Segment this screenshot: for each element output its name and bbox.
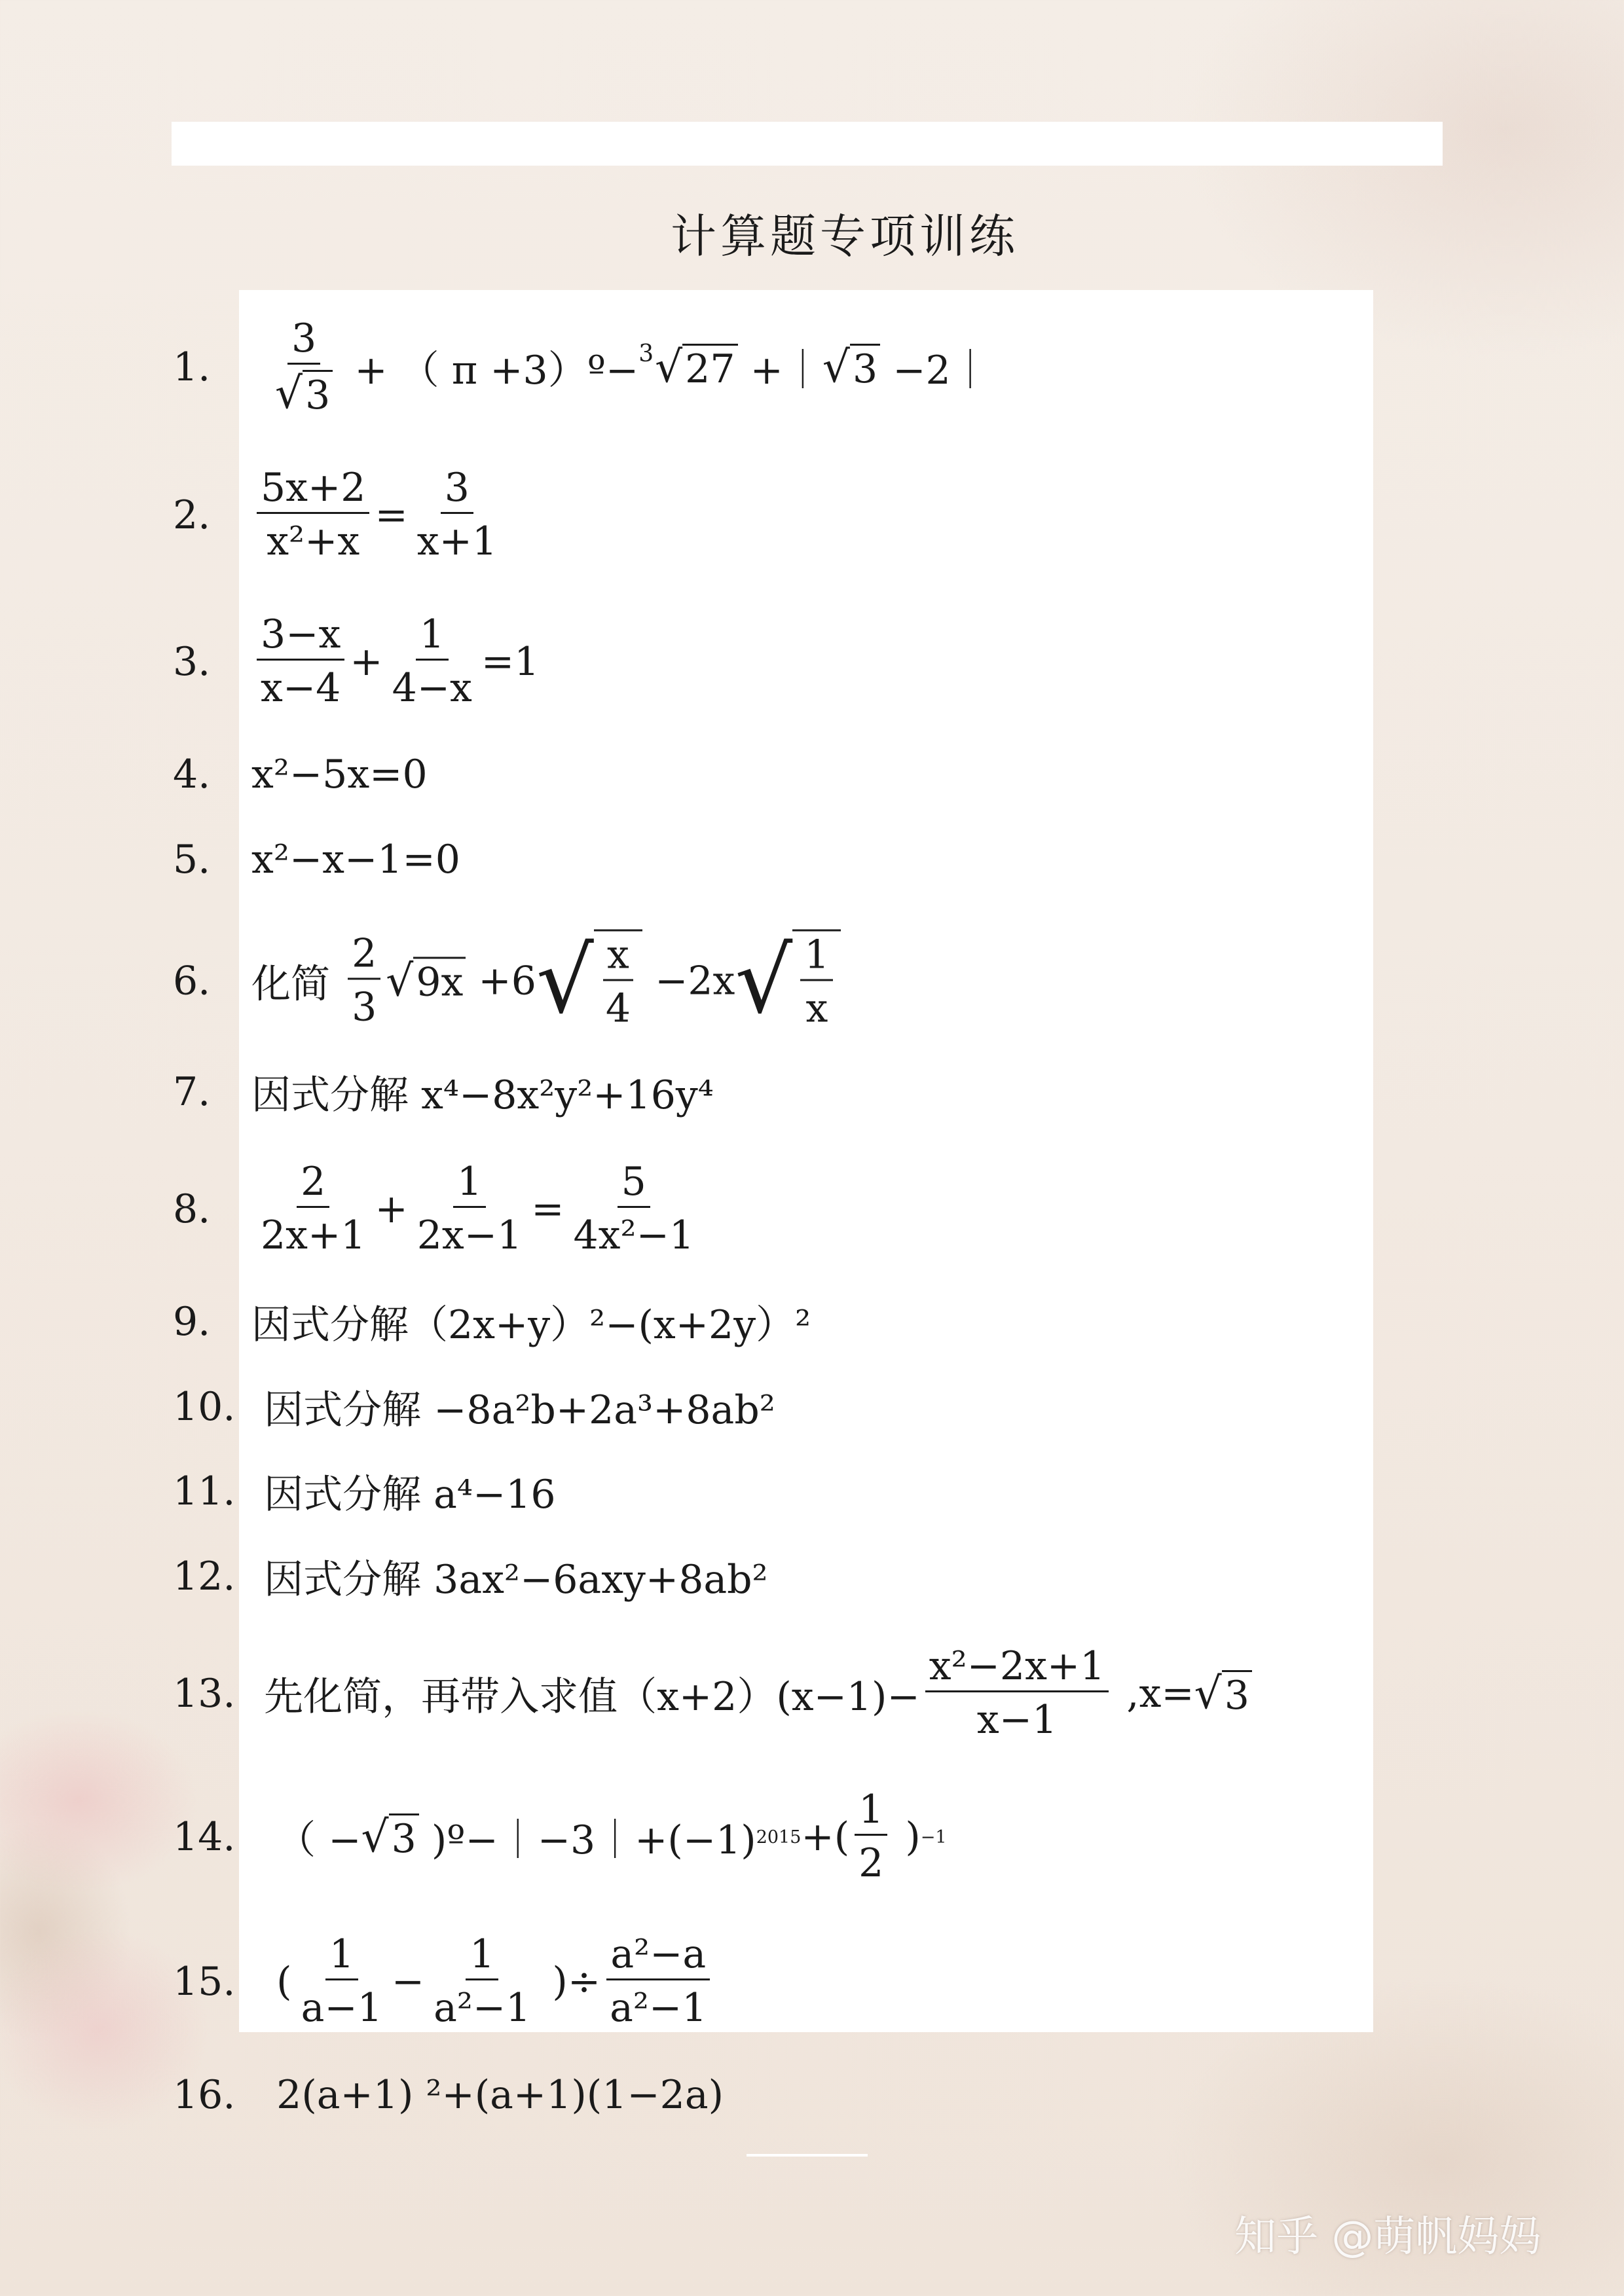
problem-number: 2. bbox=[173, 492, 211, 538]
problem-9 bbox=[173, 1294, 811, 1350]
square-root bbox=[386, 956, 466, 1006]
problem-number: 16. bbox=[173, 2072, 236, 2118]
radical-sign: √ bbox=[361, 1812, 389, 1863]
exponent: −1 bbox=[920, 1827, 947, 1848]
radical-sign: √ bbox=[1194, 1668, 1222, 1719]
problem-14 bbox=[173, 1787, 947, 1887]
equals: = bbox=[375, 492, 408, 538]
expression-text: x²−x−1=0 bbox=[251, 837, 460, 883]
radicand: 3 bbox=[850, 344, 880, 392]
square-root bbox=[275, 369, 333, 418]
denominator: x²+x bbox=[267, 519, 360, 564]
divider bbox=[747, 2154, 868, 2157]
fraction bbox=[388, 612, 476, 712]
minus: − bbox=[391, 1959, 425, 2005]
fraction bbox=[257, 612, 344, 712]
radical-sign: √ bbox=[735, 928, 793, 1034]
expression-text: +｜ bbox=[737, 348, 822, 393]
problem-number: 9. bbox=[173, 1299, 211, 1345]
denominator: 2 bbox=[858, 1840, 884, 1886]
fraction bbox=[602, 933, 635, 1032]
denominator: a²−1 bbox=[610, 1985, 707, 2031]
watermark: 知乎 @萌帆妈妈 bbox=[1234, 2213, 1541, 2261]
problem-number: 5. bbox=[173, 837, 211, 883]
fraction bbox=[800, 933, 833, 1032]
top-white-bar bbox=[172, 122, 1443, 166]
denominator: 2x−1 bbox=[416, 1212, 523, 1258]
expression-text: +( bbox=[801, 1814, 850, 1860]
root-index: 3 bbox=[638, 340, 654, 368]
radicand: 3 bbox=[303, 370, 333, 418]
problem-7 bbox=[173, 1064, 714, 1120]
page-title: 计算题专项训练 bbox=[671, 210, 1019, 263]
expression-text: 因式分解 3ax²−6axy+8ab² bbox=[251, 1557, 768, 1603]
problem-4 bbox=[173, 752, 428, 797]
square-root bbox=[361, 1812, 419, 1862]
expression-text: （ − bbox=[251, 1817, 361, 1863]
radicand: 3 bbox=[1222, 1670, 1252, 1719]
problem-number: 1. bbox=[173, 344, 211, 390]
numerator: 1 bbox=[800, 933, 833, 981]
equals: =1 bbox=[481, 639, 540, 685]
equals: = bbox=[531, 1186, 564, 1232]
denominator: a−1 bbox=[301, 1985, 382, 2031]
problem-13 bbox=[173, 1644, 1252, 1743]
expression-text: ,x= bbox=[1114, 1671, 1194, 1717]
numerator: x bbox=[603, 933, 633, 981]
denominator: x−4 bbox=[261, 665, 341, 711]
expression-text: )÷ bbox=[540, 1959, 601, 2005]
fraction bbox=[271, 316, 337, 418]
fraction bbox=[257, 465, 369, 565]
fraction bbox=[606, 1932, 710, 2032]
problem-16 bbox=[173, 2072, 724, 2118]
problem-number: 15. bbox=[173, 1959, 236, 2005]
expression-text: ( bbox=[251, 1959, 292, 2005]
numerator: 1 bbox=[416, 612, 449, 661]
problem-5 bbox=[173, 837, 460, 883]
problem-1 bbox=[173, 316, 990, 418]
numerator: x²−2x+1 bbox=[925, 1644, 1109, 1692]
expression-text: 先化简，再带入求值（x+2）(x−1)− bbox=[251, 1674, 920, 1720]
square-root bbox=[1194, 1669, 1252, 1719]
problem-number: 7. bbox=[173, 1069, 211, 1115]
problem-number: 10. bbox=[173, 1384, 236, 1430]
numerator: 1 bbox=[325, 1932, 358, 1980]
radical-sign: √ bbox=[275, 368, 303, 418]
problem-number: 6. bbox=[173, 958, 211, 1004]
radicand: 27 bbox=[682, 344, 737, 392]
fraction bbox=[413, 465, 501, 565]
fraction bbox=[925, 1644, 1109, 1743]
radicand: 9x bbox=[413, 957, 466, 1006]
problem-6 bbox=[173, 930, 841, 1032]
problem-12 bbox=[173, 1548, 768, 1605]
denominator: 2x+1 bbox=[261, 1212, 366, 1258]
fraction bbox=[430, 1932, 534, 2032]
numerator: 2 bbox=[348, 931, 380, 979]
denominator: 3 bbox=[352, 984, 377, 1030]
numerator: 2 bbox=[297, 1159, 329, 1208]
expression-text: ) bbox=[893, 1814, 921, 1860]
problem-2 bbox=[173, 465, 506, 565]
radical-sign: √ bbox=[536, 928, 594, 1034]
fraction bbox=[348, 931, 380, 1030]
problem-8 bbox=[173, 1159, 703, 1259]
expression-text: + （ π +3）º− bbox=[342, 348, 639, 393]
denominator: 4−x bbox=[392, 665, 472, 711]
square-root bbox=[536, 930, 642, 1032]
problem-number: 4. bbox=[173, 752, 211, 797]
denominator: x−1 bbox=[976, 1697, 1058, 1743]
expression-text: 因式分解 −8a²b+2a³+8ab² bbox=[251, 1387, 775, 1433]
problem-number: 11. bbox=[173, 1468, 236, 1514]
problem-number: 12. bbox=[173, 1554, 236, 1599]
numerator: 1 bbox=[453, 1159, 486, 1208]
numerator: 5x+2 bbox=[257, 465, 369, 514]
square-root bbox=[822, 342, 880, 392]
denominator: x bbox=[805, 985, 828, 1032]
numerator: 1 bbox=[855, 1787, 887, 1836]
expression-text: −2｜ bbox=[880, 348, 990, 393]
numerator: 3 bbox=[287, 316, 320, 365]
problem-11 bbox=[173, 1463, 556, 1520]
expression-text: +6 bbox=[466, 958, 536, 1004]
plus: + bbox=[375, 1186, 408, 1232]
radical-sign: √ bbox=[822, 342, 850, 393]
expression-text: −2x bbox=[642, 958, 735, 1004]
expression-text: x²−5x=0 bbox=[251, 752, 428, 797]
fraction bbox=[297, 1932, 386, 2032]
problem-15 bbox=[173, 1932, 716, 2032]
problem-3 bbox=[173, 612, 539, 712]
numerator: 3−x bbox=[257, 612, 344, 661]
expression-text: 因式分解 a⁴−16 bbox=[251, 1472, 556, 1518]
expression-text: )º−｜−3｜+(−1) bbox=[418, 1817, 756, 1863]
expression-text: 因式分解（2x+y）²−(x+2y）² bbox=[251, 1302, 811, 1348]
numerator: 5 bbox=[618, 1159, 650, 1208]
expression-text: 因式分解 x⁴−8x²y²+16y⁴ bbox=[251, 1072, 714, 1118]
problem-10 bbox=[173, 1379, 775, 1435]
numerator: 3 bbox=[441, 465, 473, 514]
problem-number: 13. bbox=[173, 1671, 236, 1717]
cube-root bbox=[638, 342, 737, 392]
problem-number: 14. bbox=[173, 1814, 236, 1860]
fraction bbox=[570, 1159, 699, 1259]
radical-sign: √ bbox=[655, 342, 683, 393]
fraction bbox=[257, 1159, 369, 1259]
problem-number: 3. bbox=[173, 639, 211, 685]
exponent: 2015 bbox=[756, 1827, 802, 1848]
denominator: x+1 bbox=[416, 519, 498, 564]
problem-number: 8. bbox=[173, 1186, 211, 1232]
radical-sign: √ bbox=[386, 955, 414, 1006]
denominator: a²−1 bbox=[434, 1985, 531, 2031]
numerator: 1 bbox=[466, 1932, 498, 1980]
square-root bbox=[735, 930, 841, 1032]
numerator: a²−a bbox=[606, 1932, 710, 1980]
fraction bbox=[413, 1159, 526, 1259]
expression-text: 2(a+1) ²+(a+1)(1−2a) bbox=[251, 2072, 724, 2118]
denominator: 4x²−1 bbox=[573, 1212, 695, 1258]
instruction: 化简 bbox=[251, 961, 343, 1007]
plus: + bbox=[350, 639, 383, 685]
fraction bbox=[855, 1787, 887, 1887]
denominator: 4 bbox=[605, 985, 631, 1032]
radicand: 3 bbox=[389, 1813, 419, 1862]
